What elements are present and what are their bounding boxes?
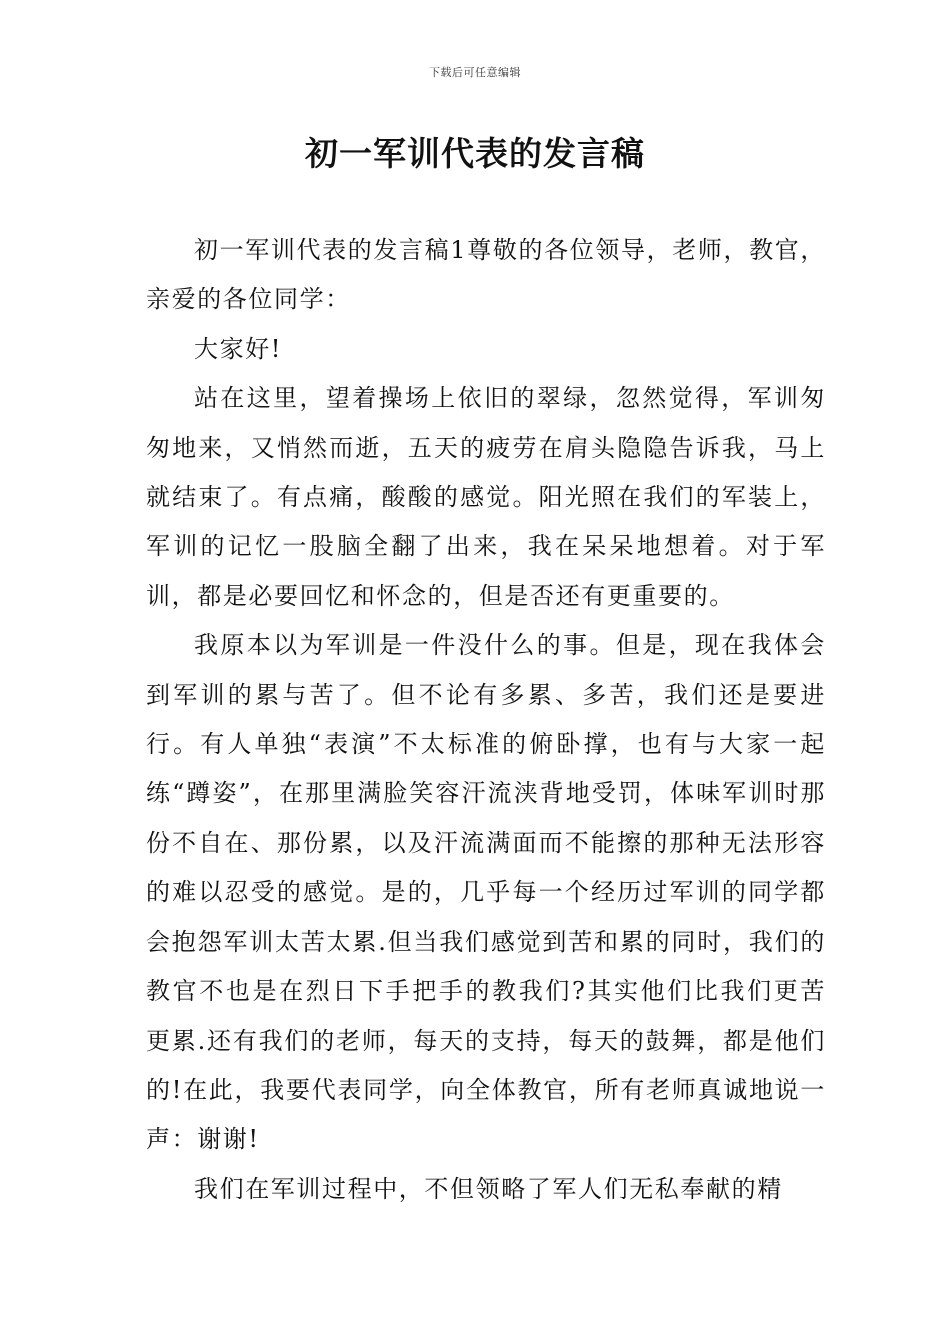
paragraph-1: 初一军训代表的发言稿1尊敬的各位领导，老师，教官，亲爱的各位同学：: [146, 236, 826, 314]
paragraph-4: 我原本以为军训是一件没什么的事。但是，现在我体会到军训的累与苦了。但不论有多累、多苦，我们还是要进行。有人单独“表演”不太标准的俯卧撑，也有与大家一起练“蹲姿”，在那里满脸笑容汗流浃背地受罚，体味军训时那份不自在、那份累，以及汗流满面而不能擦的那种无法形容的难以忍受的感觉。是的，几乎每一个经历过军训的同学都会抱怨军训太苦太累.但当我们感觉到苦和累的同时，我们的教官不也是在烈日下手把手的教我们?其实他们比我们更苦更累.还有我们的老师，每天的支持，每天的鼓舞，都是他们的!在此，我要代表同学，向全体教官，所有老师真诚地说一声：谢谢!: [146, 631, 826, 1154]
paragraph-5: 我们在军训过程中，不但领略了军人们无私奉献的精: [194, 1174, 783, 1203]
document-body: [146, 226, 826, 1214]
header-note: 下载后可任意编辑: [429, 66, 521, 79]
document-title: 初一军训代表的发言稿: [305, 134, 645, 173]
paragraph-2: 大家好!: [194, 334, 283, 363]
paragraph-3: 站在这里，望着操场上依旧的翠绿，忽然觉得，军训匆匆地来，又悄然而逝，五天的疲劳在肩头隐隐告诉我，马上就结束了。有点痛，酸酸的感觉。阳光照在我们的军装上，军训的记忆一股脑全翻了出来，我在呆呆地想着。对于军训，都是必要回忆和怀念的，但是否还有更重要的。: [146, 384, 826, 610]
